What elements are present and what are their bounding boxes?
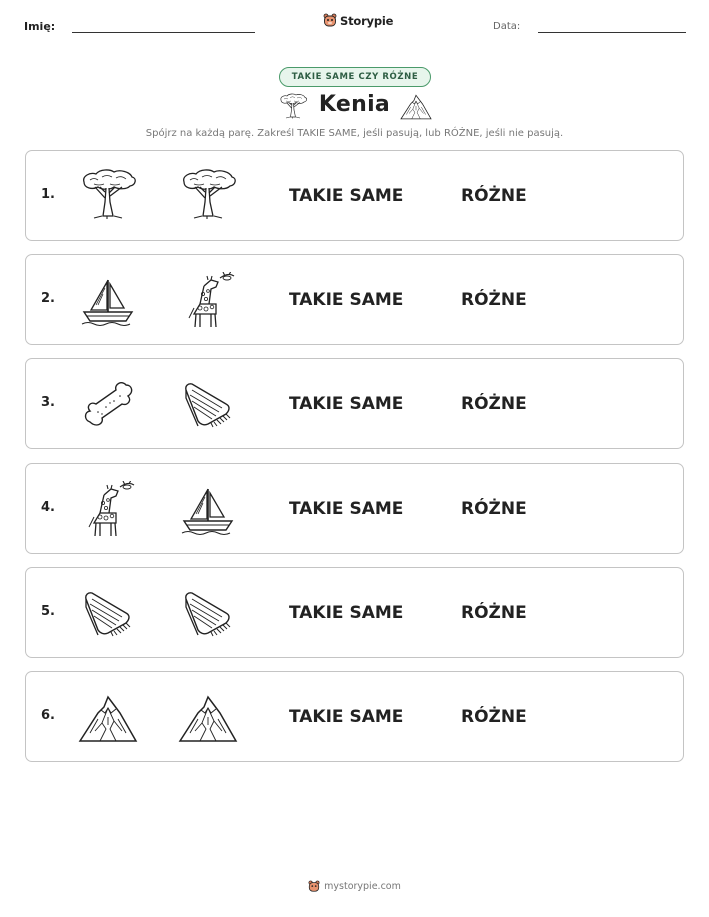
brand-name: Storypie — [340, 13, 394, 28]
storypie-mascot-icon — [323, 13, 337, 28]
worksheet-header — [0, 0, 709, 50]
page-title: Kenia — [318, 92, 391, 117]
answer-same-option[interactable]: TAKIE SAME — [289, 394, 404, 415]
answer-different-option[interactable]: RÓŻNE — [461, 602, 527, 623]
brand-logo — [323, 13, 393, 28]
blanket-icon — [178, 376, 238, 432]
mountain-icon — [78, 689, 138, 745]
worksheet-type-badge: TAKIE SAME CZY RÓŻNE — [279, 67, 431, 87]
answer-different-option[interactable]: RÓŻNE — [461, 707, 527, 727]
answer-same-option[interactable]: TAKIE SAME — [289, 498, 404, 519]
answer-different-option[interactable]: RÓŻNE — [461, 186, 527, 206]
blanket-icon — [78, 585, 138, 641]
exercise-number: 3. — [41, 395, 55, 411]
exercise-number: 2. — [41, 291, 55, 307]
bone-icon — [78, 376, 138, 432]
exercise-number: 1. — [41, 187, 55, 202]
date-label: Data: — [493, 21, 521, 32]
mountain-icon — [398, 91, 434, 121]
answer-same-option[interactable]: TAKIE SAME — [289, 602, 404, 623]
exercise-row — [25, 567, 684, 658]
acacia-tree-icon — [178, 168, 238, 224]
exercise-row — [25, 358, 684, 449]
answer-different-option[interactable]: RÓŻNE — [461, 498, 527, 519]
acacia-tree-icon — [78, 168, 138, 224]
exercise-row — [25, 463, 684, 554]
exercise-number: 5. — [41, 603, 55, 619]
instructions: Spójrz na każdą parę. Zakreśl TAKIE SAME, jeśli pasują, lub RÓŻNE, jeśli nie pasują. — [145, 128, 564, 139]
name-label: Imię: — [24, 20, 56, 33]
date-field-line[interactable] — [538, 32, 686, 33]
blanket-icon — [178, 585, 238, 641]
answer-same-option[interactable]: TAKIE SAME — [289, 707, 404, 727]
footer-site: mystorypie.com — [324, 881, 401, 892]
storypie-mascot-icon — [308, 880, 320, 893]
boat-icon — [78, 272, 138, 328]
footer — [0, 880, 709, 893]
exercise-row — [25, 150, 684, 241]
title-row — [0, 90, 709, 124]
exercise-row — [25, 254, 684, 345]
answer-same-option[interactable]: TAKIE SAME — [289, 186, 404, 206]
exercise-row — [25, 671, 684, 762]
boat-icon — [178, 481, 238, 537]
answer-different-option[interactable]: RÓŻNE — [461, 394, 527, 415]
giraffe-icon — [78, 481, 138, 537]
answer-same-option[interactable]: TAKIE SAME — [289, 290, 404, 311]
mountain-icon — [178, 689, 238, 745]
giraffe-icon — [178, 272, 238, 328]
answer-different-option[interactable]: RÓŻNE — [461, 290, 527, 311]
name-field-line[interactable] — [72, 32, 255, 33]
exercise-number: 4. — [41, 499, 55, 515]
exercise-number: 6. — [41, 708, 55, 723]
